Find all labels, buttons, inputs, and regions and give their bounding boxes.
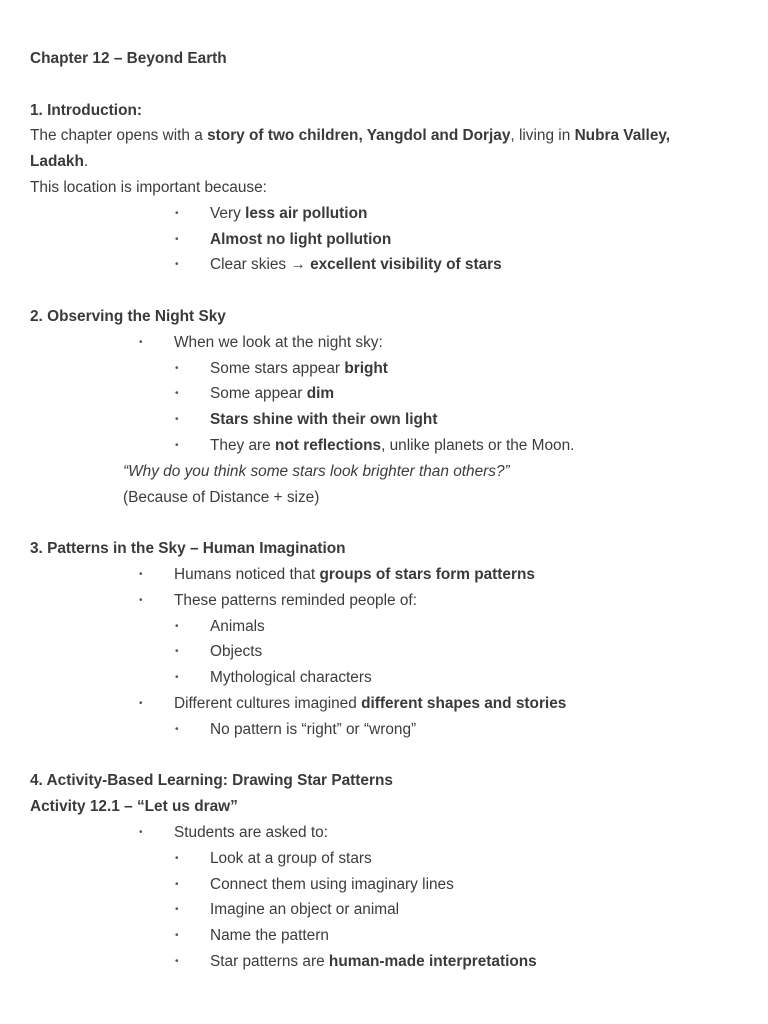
item-text: No pattern is “right” or “wrong”: [210, 720, 417, 738]
document-body: [30, 46, 730, 975]
item-text: Different cultures imagined: [174, 694, 362, 712]
list-item: [30, 330, 730, 356]
item-text: Some stars appear: [210, 359, 345, 377]
bullet-icon: •: [175, 414, 179, 426]
question-text: “Why do you think some stars look brighter than others?”: [123, 462, 510, 480]
spacer: [30, 72, 730, 98]
section-2-heading: 2. Observing the Night Sky: [30, 307, 226, 325]
bullet-icon: •: [175, 672, 179, 684]
list-item: [30, 201, 730, 227]
list-item: [30, 846, 730, 872]
item-text: Look at a group of stars: [210, 849, 372, 867]
item-bold: Stars shine with their own light: [210, 411, 438, 429]
list-item: [30, 614, 730, 640]
list-item: [30, 820, 730, 846]
item-text: Mythological characters: [210, 669, 372, 687]
bullet-icon: •: [175, 388, 179, 400]
item-text: Very: [210, 204, 246, 222]
list-item: [30, 356, 730, 382]
item-text: Clear skies →: [210, 256, 311, 274]
item-text: Connect them using imaginary lines: [210, 875, 454, 893]
item-text: Star patterns are: [210, 952, 329, 970]
intro-text: The chapter opens with a: [30, 127, 208, 145]
list-item: [30, 562, 730, 588]
list-item: [30, 717, 730, 743]
item-bold: Almost no light pollution: [210, 230, 392, 248]
item-text: When we look at the night sky:: [174, 333, 383, 351]
bullet-icon: •: [175, 904, 179, 916]
bullet-icon: •: [175, 852, 179, 864]
item-text: , unlike planets or the Moon.: [381, 436, 575, 454]
spacer: [30, 510, 730, 536]
list-item: [30, 407, 730, 433]
bullet-icon: •: [175, 233, 179, 245]
bullet-icon: •: [175, 207, 179, 219]
spacer: [30, 278, 730, 304]
list-item: [30, 665, 730, 691]
location-importance-text: This location is important because:: [30, 178, 267, 196]
section-1-heading: 1. Introduction:: [30, 101, 142, 119]
section-4-heading: 4. Activity-Based Learning: Drawing Star Patterns: [30, 772, 393, 790]
bullet-icon: •: [175, 620, 179, 632]
bullet-icon: •: [175, 259, 179, 271]
item-text: Humans noticed that: [174, 565, 320, 583]
list-item: [30, 691, 730, 717]
item-text: Students are asked to:: [174, 823, 329, 841]
bullet-icon: •: [139, 568, 143, 580]
list-item: [30, 252, 730, 278]
list-item: [30, 381, 730, 407]
item-bold: different shapes and stories: [361, 694, 567, 712]
item-bold: excellent visibility of stars: [310, 256, 502, 274]
bullet-icon: •: [139, 826, 143, 838]
item-bold: groups of stars form patterns: [319, 565, 535, 583]
intro-bold-location: Nubra Valley, Ladakh: [30, 127, 671, 171]
section-3-heading: 3. Patterns in the Sky – Human Imagination: [30, 540, 346, 558]
bullet-icon: •: [139, 697, 143, 709]
item-text: Objects: [210, 643, 263, 661]
item-text: Animals: [210, 617, 265, 635]
bullet-icon: •: [175, 930, 179, 942]
bullet-icon: •: [139, 594, 143, 606]
list-item: [30, 433, 730, 459]
spacer: [30, 743, 730, 769]
bullet-icon: •: [175, 955, 179, 967]
list-item: [30, 639, 730, 665]
bullet-icon: •: [175, 878, 179, 890]
list-item: [30, 897, 730, 923]
intro-paragraph: [30, 123, 720, 175]
item-text: Some appear: [210, 385, 307, 403]
answer-text: (Because of Distance + size): [123, 488, 320, 506]
list-item: [30, 227, 730, 253]
bullet-icon: •: [175, 723, 179, 735]
list-item: [30, 923, 730, 949]
bullet-icon: •: [175, 646, 179, 658]
activity-title: Activity 12.1 – “Let us draw”: [30, 798, 238, 816]
intro-bold-children: story of two children, Yangdol and Dorjay: [207, 127, 511, 145]
intro-text: .: [83, 153, 89, 171]
bullet-icon: •: [139, 336, 143, 348]
item-bold: less air pollution: [245, 204, 368, 222]
intro-text: , living in: [510, 127, 575, 145]
item-bold: bright: [344, 359, 388, 377]
bullet-icon: •: [175, 439, 179, 451]
item-bold: human-made interpretations: [328, 952, 537, 970]
item-text: They are: [210, 436, 276, 454]
item-text: Imagine an object or animal: [210, 901, 400, 919]
list-item: [30, 588, 730, 614]
list-item: [30, 949, 730, 975]
chapter-title: Chapter 12 – Beyond Earth: [30, 50, 227, 67]
bullet-icon: •: [175, 362, 179, 374]
list-item: [30, 872, 730, 898]
item-bold: dim: [306, 385, 335, 403]
item-text: These patterns reminded people of:: [174, 591, 417, 609]
item-bold: not reflections: [275, 436, 382, 454]
item-text: Name the pattern: [210, 927, 329, 945]
